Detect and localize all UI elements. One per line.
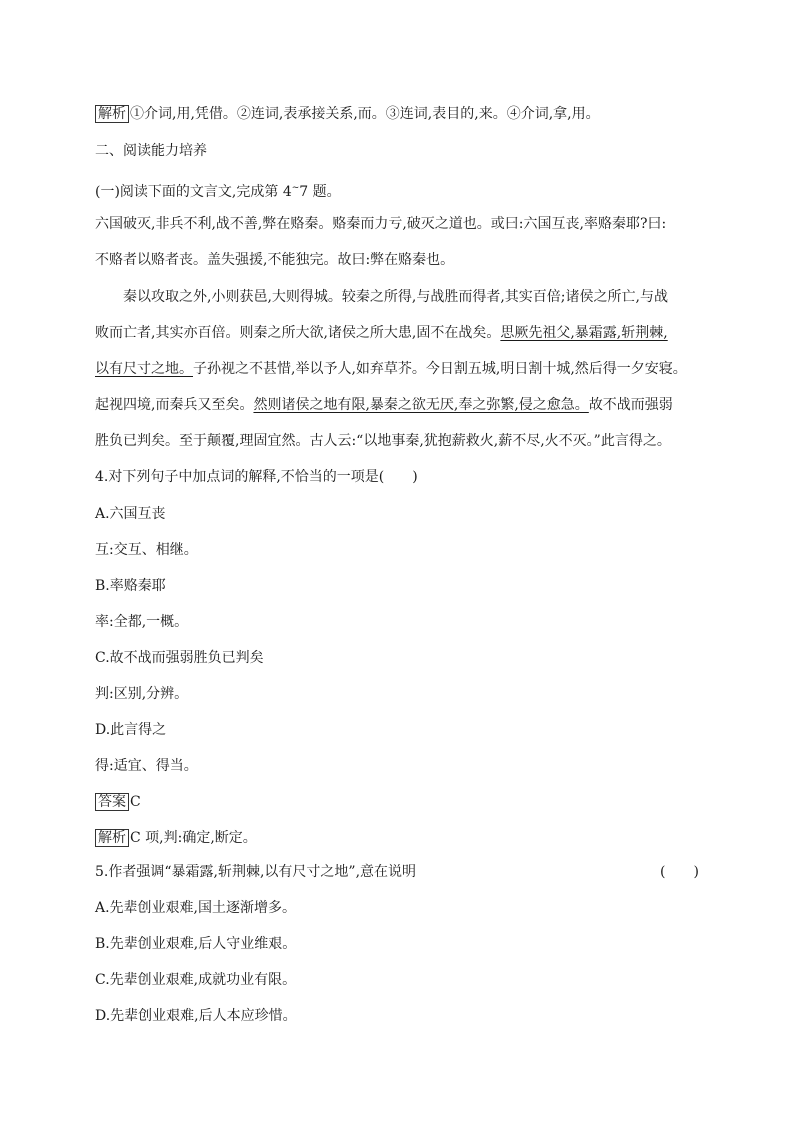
q4-gloss-d: 得:适宜、得当。: [95, 758, 198, 774]
passage-line: 秦以攻取之外,小则获邑,大则得城。较秦之所得,与战胜而得者,其实百倍;诸侯之所亡,与战: [123, 289, 668, 305]
q4-option-b: B.率赂秦耶: [95, 578, 166, 594]
q4-option-d: D.此言得之: [95, 722, 167, 738]
q4-analysis: [95, 828, 257, 848]
q4-option-c: C.故不战而强弱胜负已判矣: [95, 650, 264, 666]
analysis-text: ①介词,用,凭借。②连词,表承接关系,而。③连词,表目的,来。④介词,拿,用。: [130, 106, 600, 122]
analysis-tag: 解析: [95, 105, 129, 123]
q5-option-a: A.先辈创业艰难,国土逐渐增多。: [95, 900, 297, 916]
q5-option-c: C.先辈创业艰难,成就功业有限。: [95, 972, 297, 988]
passage-line: 胜负已判矣。至于颠覆,理固宜然。古人云:“以地事秦,犹抱薪救火,薪不尽,火不灭。”此言得之。: [95, 433, 671, 449]
q4-stem: 4.对下列句子中加点词的解释,不恰当的一项是( ): [95, 469, 418, 485]
q4-gloss-c: 判:区别,分辨。: [95, 686, 189, 702]
q5-option-d: D.先辈创业艰难,后人本应珍惜。: [95, 1008, 297, 1024]
passage-line: 六国破灭,非兵不利,战不善,弊在赂秦。赂秦而力亏,破灭之道也。或曰:六国互丧,率赂秦耶?曰:: [95, 216, 667, 232]
analysis-tag: 解析: [95, 829, 129, 847]
q5-answer-paren: ( ): [660, 864, 699, 880]
subsection-title: (一)阅读下面的文言文,完成第 4~7 题。: [95, 183, 341, 200]
q3-analysis: [95, 104, 600, 124]
q4-gloss-b: 率:全都,一概。: [95, 614, 189, 630]
passage-line: 败而亡者,其实亦百倍。则秦之所大欲,诸侯之所大患,固不在战矣。思厥先祖父,暴霜露,斩荆棘,: [95, 325, 668, 341]
analysis-text: C 项,判:确定,断定。: [130, 830, 257, 846]
q5-stem: 5.作者强调“暴霜露,斩荆棘,以有尺寸之地”,意在说明: [95, 864, 417, 880]
passage-line: 起视四境,而秦兵又至矣。然则诸侯之地有限,暴秦之欲无厌,奉之弥繁,侵之愈急。故不战而强弱: [95, 397, 673, 413]
underlined-text: 然则诸侯之地有限,暴秦之欲无厌,奉之弥繁,侵之愈急。: [253, 397, 589, 413]
underlined-text: 以有尺寸之地。: [95, 361, 193, 377]
underlined-text: 思厥先祖父,暴霜露,斩荆棘,: [500, 325, 668, 341]
answer-tag: 答案: [95, 793, 129, 811]
passage-line: 以有尺寸之地。子孙视之不甚惜,举以予人,如弃草芥。今日割五城,明日割十城,然后得一夕安寝。: [95, 361, 687, 377]
q4-option-a: A.六国互丧: [95, 506, 166, 522]
q4-answer: [95, 792, 141, 812]
answer-text: C: [130, 794, 141, 810]
passage-line: 不赂者以赂者丧。盖失强援,不能独完。故曰:弊在赂秦也。: [95, 252, 455, 268]
q5-option-b: B.先辈创业艰难,后人守业维艰。: [95, 936, 297, 952]
q4-gloss-a: 互:交互、相继。: [95, 542, 198, 558]
section-title: 二、阅读能力培养: [95, 143, 207, 159]
